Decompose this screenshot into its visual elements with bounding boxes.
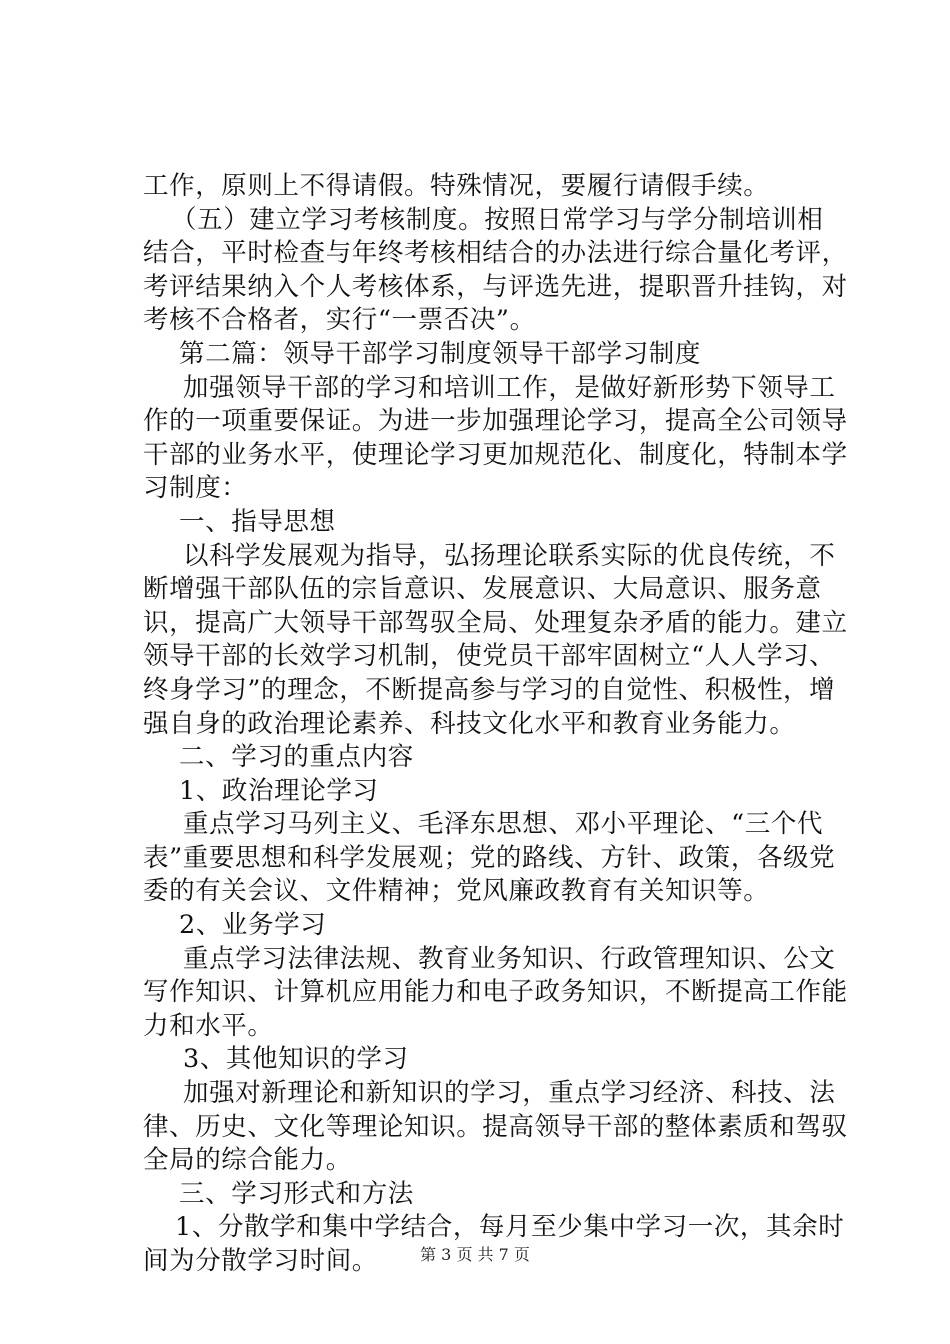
body-line: 3、其他知识的学习 (183, 1044, 409, 1075)
body-line: 律、历史、文化等理论知识。提高领导干部的整体素质和驾驭 (143, 1111, 848, 1142)
body-line: 力和水平。 (143, 1010, 274, 1041)
body-line: 写作知识、计算机应用能力和电子政务知识，不断提高工作能 (143, 977, 848, 1008)
body-line: 二、学习的重点内容 (179, 742, 414, 773)
body-line: 表”重要思想和科学发展观；党的路线、方针、政策，各级党 (143, 842, 836, 873)
body-line: 断增强干部队伍的宗旨意识、发展意识、大局意识、服务意 (143, 574, 822, 605)
body-line: 干部的业务水平，使理论学习更加规范化、制度化，特制本学 (143, 439, 848, 470)
body-line: （五）建立学习考核制度。按照日常学习与学分制培训相 (171, 204, 824, 235)
body-line: 工作，原则上不得请假。特殊情况，要履行请假手续。 (143, 171, 770, 201)
body-line: 结合，平时检查与年终考核相结合的办法进行综合量化考评， (143, 238, 848, 269)
body-line: 识，提高广大领导干部驾驭全局、处理复杂矛盾的能力。建立 (143, 607, 848, 638)
body-line: 三、学习形式和方法 (179, 1178, 414, 1209)
body-line: 以科学发展观为指导，弘扬理论联系实际的优良传统，不 (183, 540, 836, 571)
body-line: 1、分散学和集中学结合，每月至少集中学习一次，其余时 (175, 1212, 845, 1243)
body-line: 加强对新理论和新知识的学习，重点学习经济、科技、法 (183, 1078, 836, 1109)
body-line: 一、指导思想 (179, 506, 336, 537)
body-line: 1、政治理论学习 (179, 775, 379, 806)
body-line: 终身学习”的理念，不断提高参与学习的自觉性、积极性，增 (143, 674, 836, 705)
body-line: 第二篇：领导干部学习制度领导干部学习制度 (179, 338, 702, 369)
body-line: 习制度： (143, 473, 248, 504)
body-line: 间为分散学习时间。 (143, 1246, 378, 1276)
body-line: 全局的综合能力。 (143, 1145, 352, 1176)
body-line: 加强领导干部的学习和培训工作，是做好新形势下领导工 (183, 372, 836, 403)
body-line: 作的一项重要保证。为进一步加强理论学习，提高全公司领导 (143, 406, 848, 437)
body-line: 领导干部的长效学习机制，使党员干部牢固树立“人人学习、 (143, 641, 836, 672)
body-line: 委的有关会议、文件精神；党风廉政教育有关知识等。 (143, 876, 770, 907)
body-line: 考评结果纳入个人考核体系，与评选先进，提职晋升挂钩，对 (143, 271, 848, 302)
body-line: 强自身的政治理论素养、科技文化水平和教育业务能力。 (143, 708, 796, 739)
body-line: 2、业务学习 (179, 910, 327, 941)
page-footer: 第 3 页 共 7 页 (420, 1245, 530, 1264)
body-line: 考核不合格者，实行“一票否决”。 (143, 305, 536, 336)
document-body (143, 170, 848, 1279)
body-line: 重点学习马列主义、毛泽东思想、邓小平理论、“三个代 (183, 809, 824, 840)
body-line: 重点学习法律法规、教育业务知识、行政管理知识、公文 (183, 943, 836, 974)
